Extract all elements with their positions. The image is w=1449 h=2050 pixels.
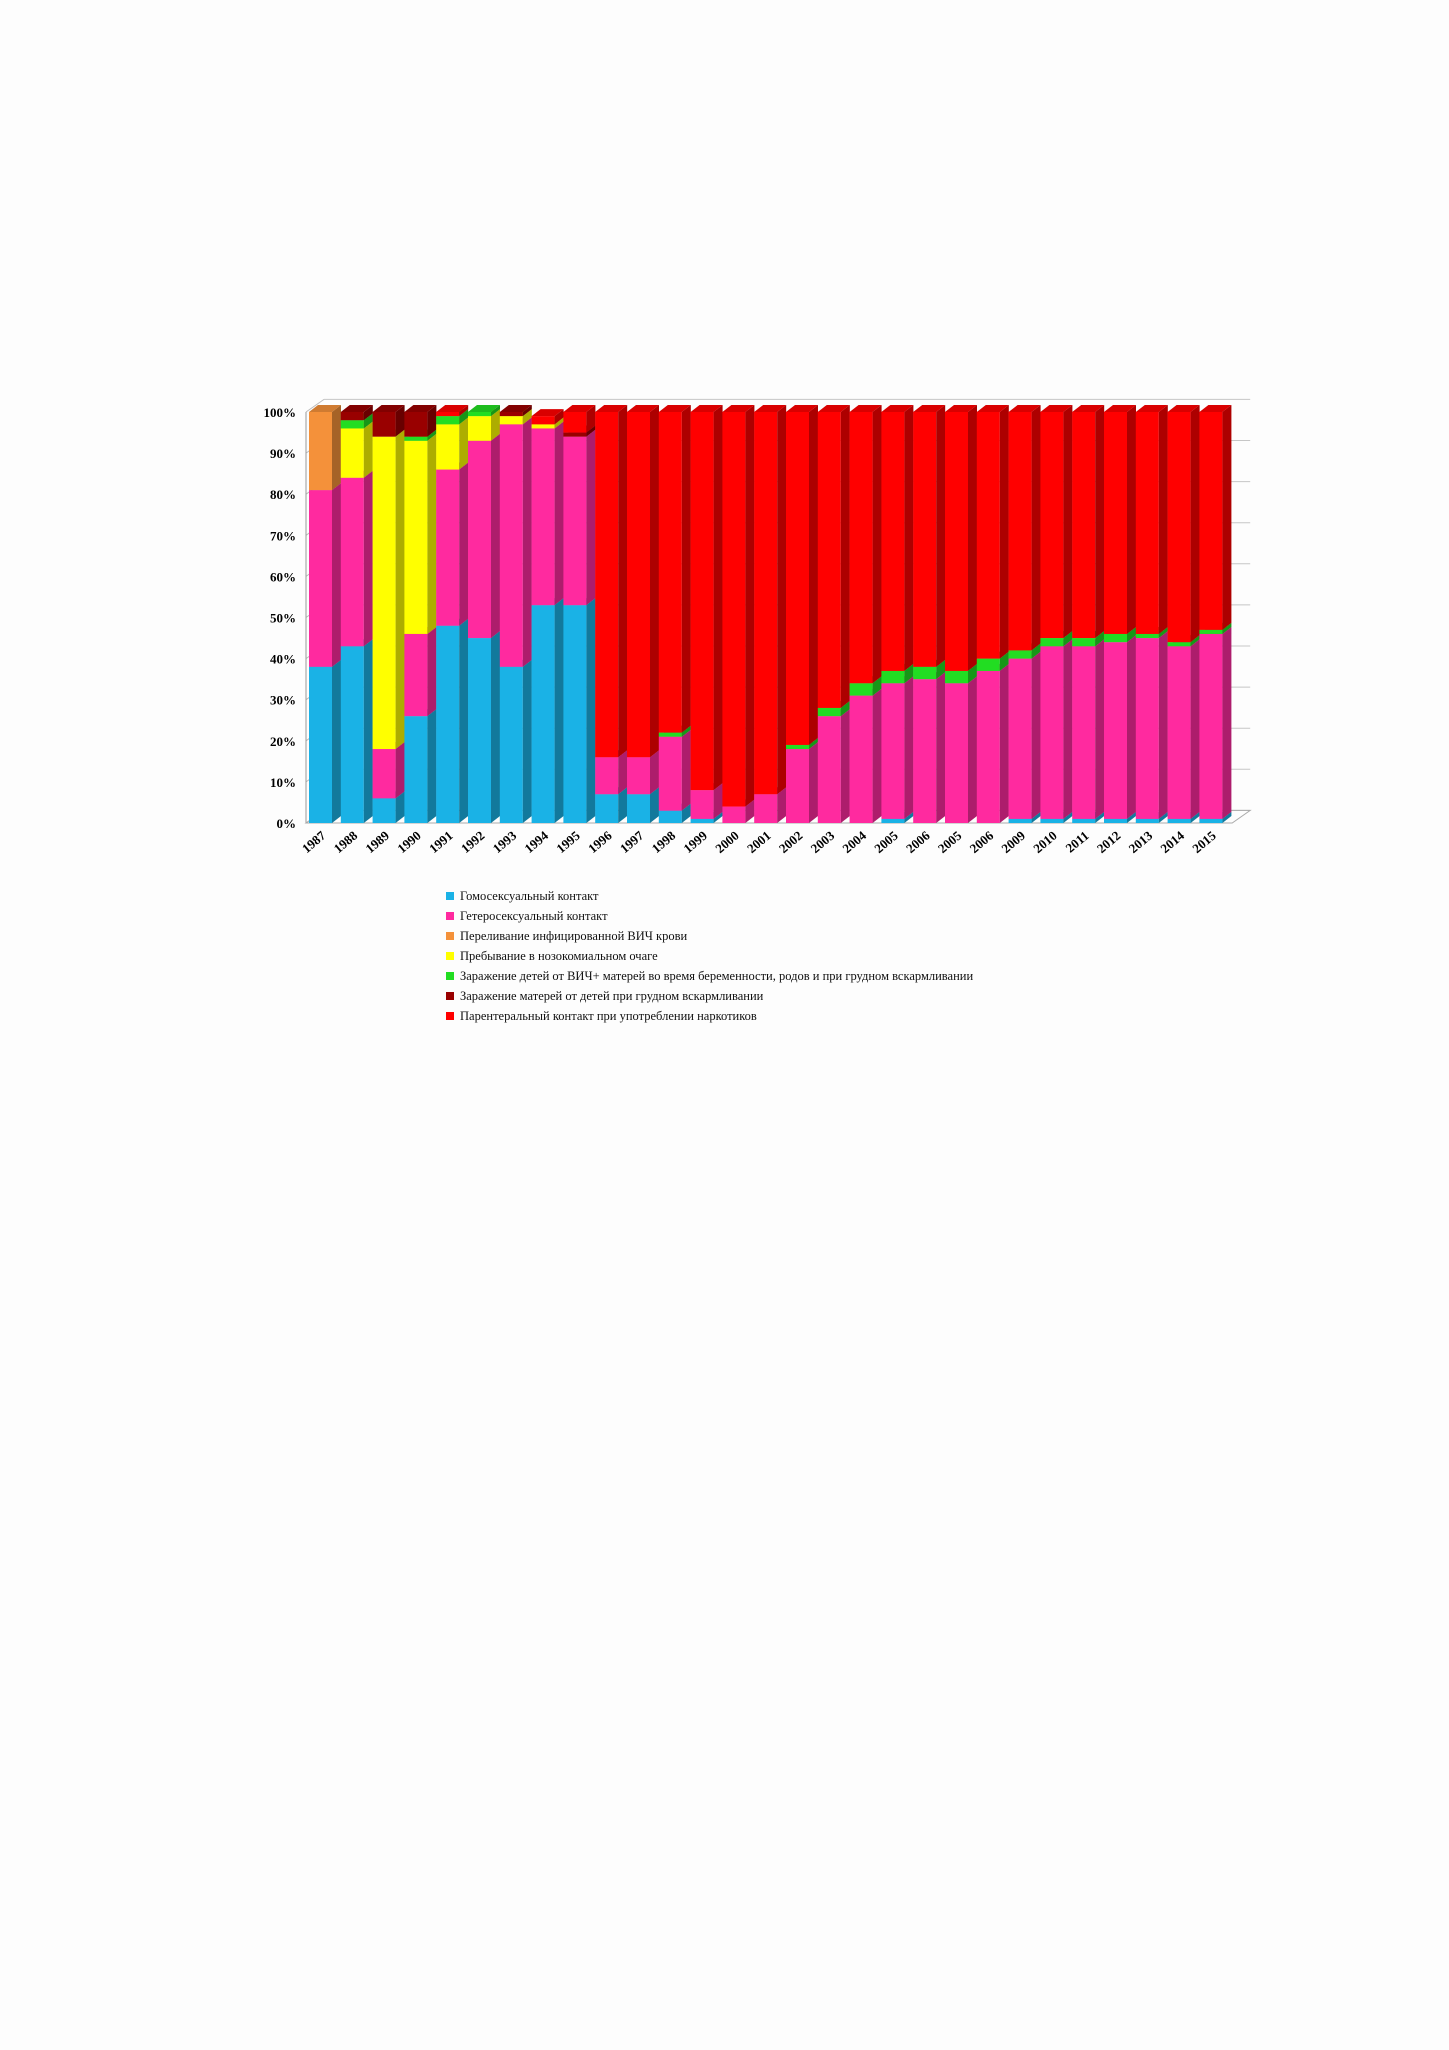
bar-segment <box>1040 639 1072 819</box>
bar-segment <box>468 631 500 823</box>
x-tick-label: 2010 <box>1030 827 1060 857</box>
x-tick-label: 2012 <box>1093 827 1124 857</box>
legend-label: Парентеральный контакт при употреблении наркотиков <box>460 1008 757 1023</box>
x-tick-label: 2006 <box>903 827 933 857</box>
legend-label: Гетеросексуальный контакт <box>460 908 608 923</box>
bar-segment <box>977 405 1009 659</box>
y-tick-label: 10% <box>270 774 296 790</box>
legend-swatch <box>446 912 454 920</box>
legend-label: Заражение матерей от детей при грудном вскармливании <box>460 988 764 1003</box>
bar-segment <box>404 709 436 823</box>
legend-item <box>446 926 973 946</box>
x-tick-label: 2011 <box>1062 827 1092 856</box>
x-tick-label: 1996 <box>585 827 615 857</box>
bar-segment <box>945 676 977 823</box>
bar-segment <box>977 664 1009 823</box>
y-tick-label: 20% <box>270 733 296 749</box>
y-tick-label: 40% <box>270 651 296 667</box>
x-tick-label: 1999 <box>680 827 711 857</box>
legend-swatch <box>446 892 454 900</box>
bar-segment <box>786 405 818 745</box>
x-tick-label: 1993 <box>489 827 520 857</box>
bar-segment <box>1104 405 1136 634</box>
bar-segment <box>404 627 436 716</box>
bar-segment <box>1009 652 1041 819</box>
x-tick-label: 2005 <box>934 827 965 857</box>
x-tick-label: 2013 <box>1125 827 1156 857</box>
bar-segment <box>1009 405 1041 650</box>
bar-segment <box>309 483 341 667</box>
bar-segment <box>563 598 595 823</box>
legend-item <box>446 1006 973 1026</box>
bar-segment <box>1168 639 1200 819</box>
bar-segment <box>373 405 405 437</box>
y-tick-label: 80% <box>270 487 296 503</box>
bar-segment <box>500 660 532 823</box>
bar-segment <box>341 421 373 477</box>
x-tick-label: 1998 <box>648 827 679 857</box>
x-tick-label: 1989 <box>362 827 393 857</box>
chart-legend <box>446 886 973 1026</box>
bar-segment <box>850 689 882 823</box>
legend-item <box>446 986 973 1006</box>
legend-label: Гомосексуальный контакт <box>460 888 599 903</box>
x-tick-label: 2006 <box>966 827 997 857</box>
bar-segment <box>563 405 595 433</box>
bar-segment <box>532 598 564 823</box>
bar-segment <box>309 660 341 823</box>
bar-segment <box>1104 635 1136 819</box>
bar-segment <box>341 639 373 823</box>
x-tick-label: 2009 <box>998 827 1029 857</box>
bar-segment <box>1199 405 1231 630</box>
legend-label: Заражение детей от ВИЧ+ матерей во время беременности, родов и при грудном вскармливании <box>460 968 974 983</box>
x-tick-label: 2015 <box>1189 827 1219 857</box>
y-tick-label: 90% <box>270 446 296 462</box>
bar-segment <box>373 430 405 749</box>
y-tick-label: 100% <box>263 405 296 420</box>
bar-segment <box>500 417 532 666</box>
legend-label: Переливание инфицированной ВИЧ крови <box>460 928 688 943</box>
bar-segment <box>532 421 564 605</box>
bar-segment <box>404 434 436 634</box>
bar-segment <box>1199 627 1231 819</box>
x-tick-label: 2002 <box>775 827 806 857</box>
x-tick-label: 2004 <box>839 827 870 857</box>
bar-segment <box>659 405 691 733</box>
legend-swatch <box>446 992 454 1000</box>
bar-segment <box>818 709 850 823</box>
bar-segment <box>627 405 659 757</box>
bar-segment <box>818 405 850 708</box>
bar-segment <box>341 471 373 647</box>
bar-segment <box>1040 405 1072 638</box>
x-tick-label: 1995 <box>553 827 583 857</box>
bar-segment <box>913 672 945 823</box>
x-tick-label: 2005 <box>871 827 901 857</box>
bar-segment <box>309 405 341 490</box>
bar-segment <box>563 430 595 606</box>
x-tick-label: 1988 <box>330 827 361 857</box>
bar-segment <box>1072 405 1104 638</box>
x-tick-label: 2001 <box>744 827 774 857</box>
x-tick-label: 2000 <box>712 827 742 857</box>
bar-segment <box>945 405 977 671</box>
x-tick-label: 1990 <box>394 827 424 857</box>
bar-segment <box>913 405 945 667</box>
x-tick-label: 2014 <box>1157 827 1188 857</box>
legend-item <box>446 886 973 906</box>
bar-segment <box>881 405 913 671</box>
bar-segment <box>595 405 627 757</box>
x-tick-label: 1991 <box>426 827 456 857</box>
legend-item <box>446 906 973 926</box>
bar-segment <box>1168 405 1200 642</box>
chart-bars <box>309 405 1231 823</box>
y-axis-ticks <box>264 405 297 831</box>
legend-swatch <box>446 932 454 940</box>
bar-segment <box>404 405 436 437</box>
bar-segment <box>850 405 882 683</box>
x-tick-label: 1987 <box>298 827 329 857</box>
x-tick-label: 1992 <box>457 827 488 857</box>
bar-segment <box>659 730 691 811</box>
legend-swatch <box>446 972 454 980</box>
x-tick-label: 2003 <box>807 827 838 857</box>
x-axis-ticks <box>299 827 1219 856</box>
bar-segment <box>436 619 468 823</box>
bar-segment <box>436 417 468 469</box>
y-tick-label: 30% <box>270 692 296 708</box>
bar-segment <box>754 405 786 794</box>
bar-segment <box>468 434 500 638</box>
legend-item <box>446 946 973 966</box>
bar-segment <box>1136 631 1168 819</box>
legend-swatch <box>446 1012 454 1020</box>
y-tick-label: 50% <box>270 610 296 626</box>
y-tick-label: 70% <box>270 528 296 544</box>
bar-segment <box>436 463 468 626</box>
legend-label: Пребывание в нозокомиальном очаге <box>460 948 658 963</box>
bar-segment <box>881 676 913 819</box>
x-tick-label: 1994 <box>521 827 552 857</box>
y-tick-label: 60% <box>270 569 296 585</box>
bar-segment <box>691 405 723 790</box>
bar-segment <box>1136 405 1168 634</box>
bar-segment <box>722 405 754 807</box>
y-tick-label: 0% <box>276 816 296 831</box>
bar-segment <box>373 742 405 798</box>
bar-segment <box>786 742 818 823</box>
legend-item <box>446 966 973 986</box>
bar-segment <box>1072 639 1104 819</box>
x-tick-label: 1997 <box>616 827 647 857</box>
legend-swatch <box>446 952 454 960</box>
